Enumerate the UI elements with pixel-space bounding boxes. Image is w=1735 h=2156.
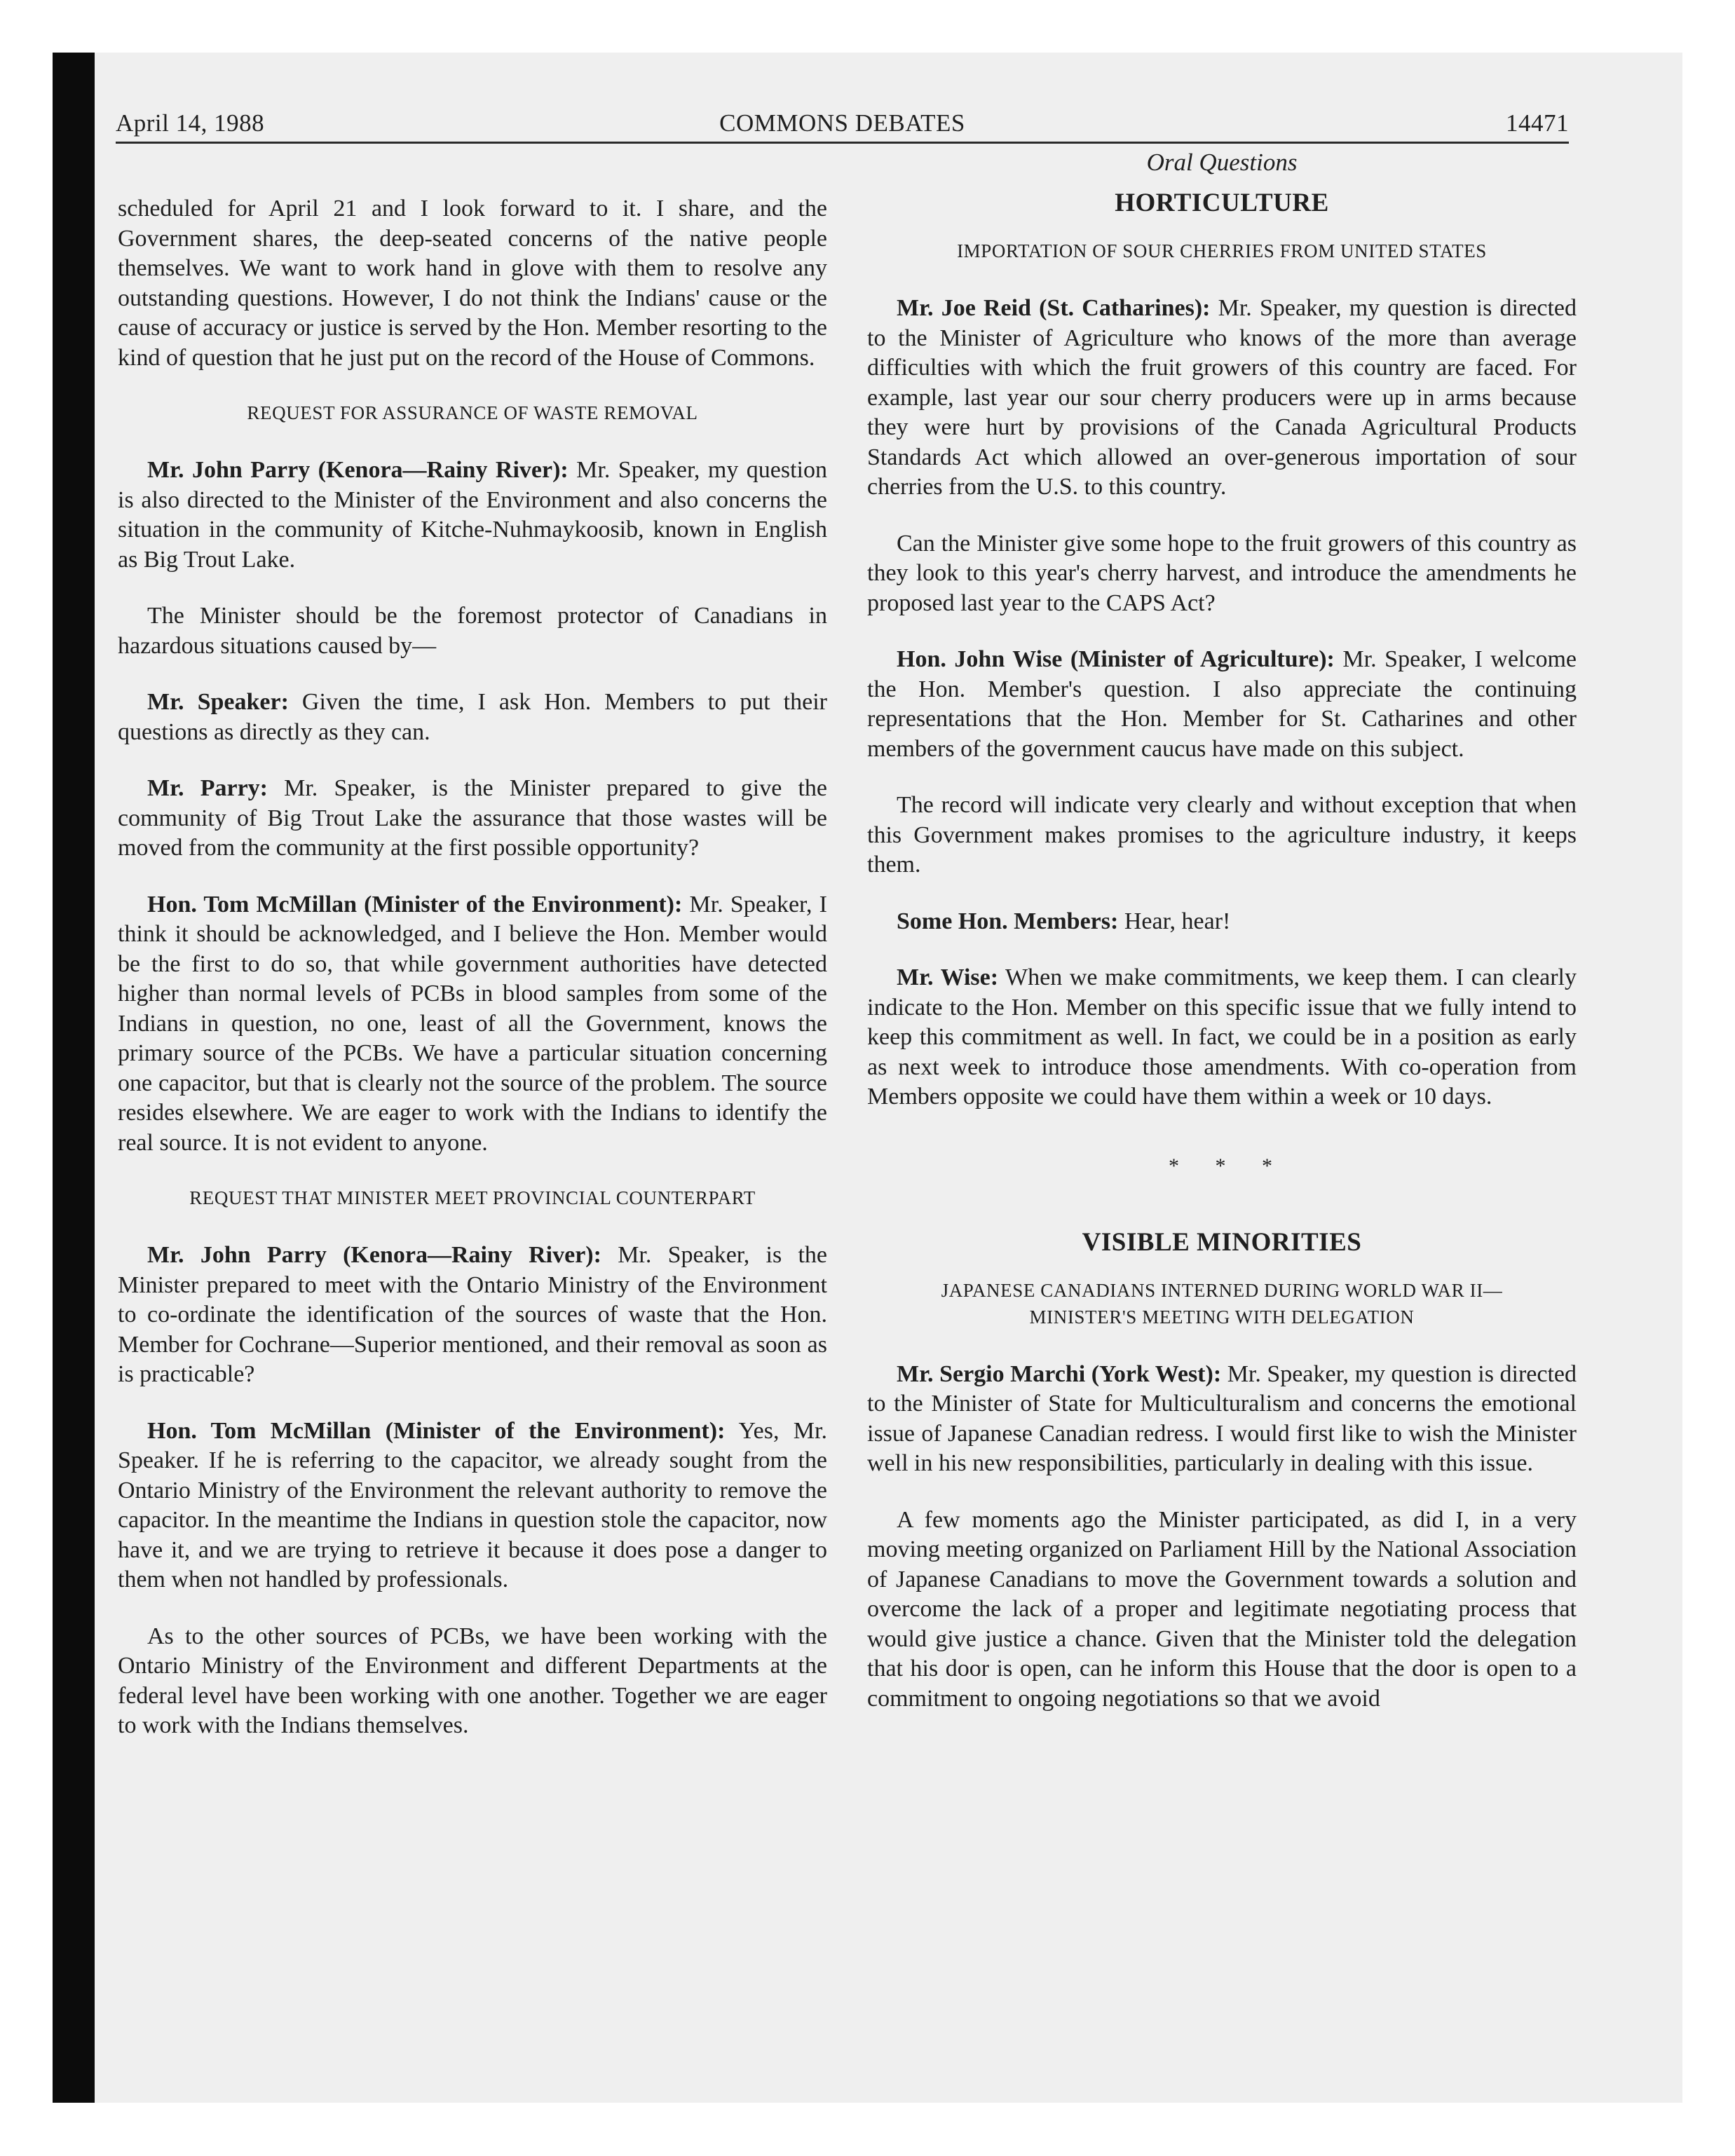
paragraph: A few moments ago the Minister participated, as did I, in a very moving meeting organized on Parliament Hill by the National Association of Japanese Canadians to move the Government towards a solution and overcome the lack of a proper and legitimate negotiating process that would give justice a chance. Given that the Minister told the delegation that his door is open, can he inform this House that the door is open to a commitment to ongoing negotiations so that we avoid — [867, 1506, 1577, 1712]
paragraph — [118, 774, 827, 864]
subheading: REQUEST FOR ASSURANCE OF WASTE REMOVAL — [247, 402, 698, 423]
binding-strip — [53, 53, 95, 2103]
subheading: REQUEST THAT MINISTER MEET PROVINCIAL COUNTERPART — [189, 1187, 756, 1208]
paragraph — [867, 907, 1577, 937]
speech-text: Yes, Mr. Speaker. If he is referring to the capacitor, we already sought from the Ontario Ministry of the Environment the relevant authority to remove the capacitor. In the meantime the Indians in question stole the capacitor, now have it, and we are trying to retrieve it because it does pose a danger to them when not handled by professionals. — [118, 1417, 827, 1592]
speech-text: Mr. Speaker, my question is directed to the Minister of State for Multiculturalism and concerns the emotional issue of Japanese Canadian redress. I would first like to wish the Minister well in his new responsibilities, particularly in dealing with this issue. — [867, 1360, 1577, 1476]
paragraph — [118, 456, 827, 575]
paragraph: The Minister should be the foremost protector of Canadians in hazardous situations caused by— — [118, 603, 827, 659]
section-separator: * * * — [1169, 1154, 1288, 1178]
speaker-name: Hon. John Wise (Minister of Agriculture): — [897, 646, 1335, 672]
subheading-line: JAPANESE CANADIANS INTERNED DURING WORLD WAR II— — [941, 1279, 1503, 1301]
paragraph: The record will indicate very clearly and without exception that when this Government makes promises to the agriculture industry, it keeps them. — [867, 792, 1577, 878]
paragraph: Can the Minister give some hope to the fruit growers of this country as they look to this year's cherry harvest, and introduce the amendments he proposed last year to the CAPS Act? — [867, 530, 1577, 616]
speech-text: Hear, hear! — [1118, 908, 1231, 934]
paragraph — [867, 645, 1577, 764]
paragraph — [118, 1417, 827, 1595]
paragraph — [118, 688, 827, 747]
speaker-name: Hon. Tom McMillan (Minister of the Environment): — [147, 1417, 726, 1444]
speaker-name: Mr. John Parry (Kenora—Rainy River): — [147, 1242, 601, 1268]
section-label: Oral Questions — [1146, 149, 1298, 176]
speech-text: Mr. Speaker, my question is directed to the Minister of Agriculture who knows of the more than average difficulties with which the fruit growers of this country are faced. For example, last year our sour cherry producers were up in arms because they were hurt by provisions of the Canada Agricultural Products Standards Act which allowed an over-generous importation of sour cherries from the U.S. to this country. — [867, 295, 1577, 500]
paragraph — [867, 1360, 1577, 1479]
paragraph: scheduled for April 21 and I look forward to it. I share, and the Government shares, the deep-seated concerns of the native people themselves. We want to work hand in glove with them to resolve any outstanding questions. However, I do not think the Indians' cause or the cause of accuracy or justice is served by the Hon. Member resorting to the kind of question that he just put on the record of the House of Commons. — [118, 196, 827, 371]
speech-text: Mr. Speaker, is the Minister prepared to meet with the Ontario Ministry of the Environment to co-ordinate the identification of the sources of waste that the Hon. Member for Cochrane—Superior mentioned, and their removal as soon as is practicable? — [118, 1242, 827, 1387]
speaker-name: Mr. Wise: — [897, 964, 999, 990]
subheading: IMPORTATION OF SOUR CHERRIES FROM UNITED STATES — [957, 240, 1487, 261]
subheading — [867, 1277, 1577, 1330]
speech-text: Mr. Speaker, is the Minister prepared to give the community of Big Trout Lake the assurance that those wastes will be moved from the community at the first possible opportunity? — [118, 775, 827, 861]
section-title: VISIBLE MINORITIES — [1082, 1227, 1362, 1257]
speech-text: When we make commitments, we keep them. I can clearly indicate to the Hon. Member on this specific issue that we fully intend to keep this commitment as well. In fact, we could be in a position as early as next week to introduce those amendments. With co-operation from Members opposite we could have them within a week or 10 days. — [867, 964, 1577, 1110]
subheading-line: MINISTER'S MEETING WITH DELEGATION — [1029, 1306, 1415, 1328]
speech-text: Mr. Speaker, my question is also directed to the Minister of the Environment and also concerns the situation in the community of Kitche-Nuhmaykoosib, known in English as Big Trout Lake. — [118, 457, 827, 573]
speaker-name: Mr. John Parry (Kenora—Rainy River): — [147, 457, 569, 483]
right-column — [867, 149, 1577, 1740]
left-column — [118, 194, 827, 1768]
speaker-name: Mr. Parry: — [147, 775, 268, 801]
speech-text: Mr. Speaker, I welcome the Hon. Member's question. I also appreciate the continuing representations that the Hon. Member for St. Catharines and other members of the government caucus have made on this subject. — [867, 646, 1577, 762]
header-date: April 14, 1988 — [116, 109, 265, 137]
speaker-name: Mr. Sergio Marchi (York West): — [897, 1360, 1222, 1387]
speech-text: Mr. Speaker, I think it should be acknowledged, and I believe the Hon. Member would be the first to do so, that while government authorities have detected higher than normal levels of PCBs in blood samples from some of the Indians in question, no one, least of all the Government, knows the primary source of the PCBs. We have a particular situation concerning one capacitor, but that is clearly not the source of the problem. The source resides elsewhere. We are eager to work with the Indians to identify the real source. It is not evident to anyone. — [118, 891, 827, 1156]
paragraph — [867, 963, 1577, 1112]
header-title: COMMONS DEBATES — [719, 109, 965, 137]
running-head — [116, 104, 1569, 144]
speaker-name: Some Hon. Members: — [897, 908, 1119, 934]
speech-text: Given the time, I ask Hon. Members to put their questions as directly as they can. — [118, 689, 827, 745]
section-title: HORTICULTURE — [1115, 189, 1329, 217]
speaker-name: Mr. Speaker: — [147, 689, 289, 715]
paragraph — [867, 294, 1577, 503]
header-page-number: 14471 — [1506, 109, 1569, 137]
speaker-name: Mr. Joe Reid (St. Catharines): — [897, 295, 1211, 321]
speaker-name: Hon. Tom McMillan (Minister of the Environment): — [147, 891, 683, 917]
paragraph: As to the other sources of PCBs, we have been working with the Ontario Ministry of the Environment and different Departments at the federal level have been working with one another. Together we are eager to work with the Indians themselves. — [118, 1623, 827, 1738]
paragraph — [118, 1241, 827, 1390]
paragraph — [118, 890, 827, 1159]
